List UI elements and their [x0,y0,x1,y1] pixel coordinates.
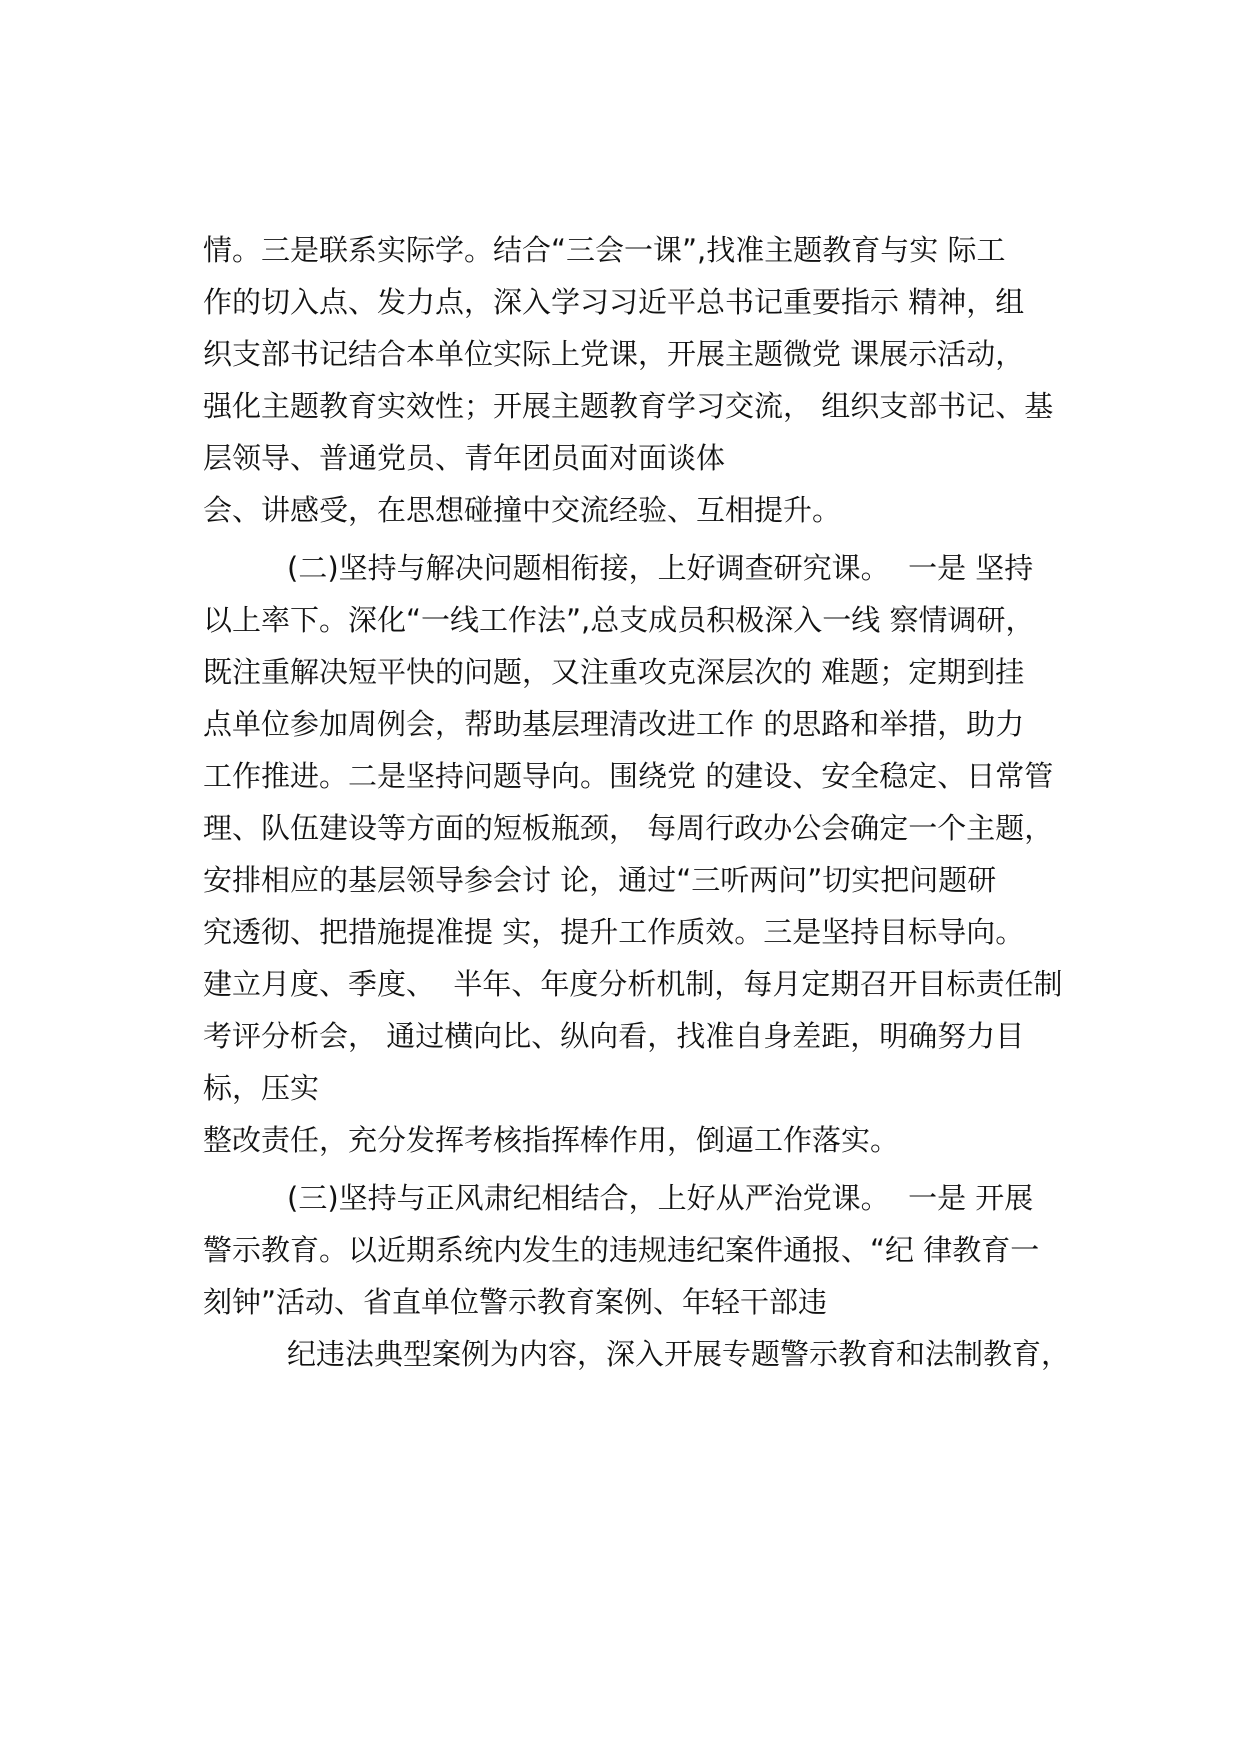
text-line-22: 纪违法典型案例为内容，深入开展专题警示教育和法制教育， [287,1337,1071,1371]
section-heading-3: (三)坚持与正风肃纪相结合，上好从严治党课。 一是 开展 [287,1181,1034,1215]
document-body [203,224,1083,1380]
section-heading-2: (二)坚持与解决问题相衔接，上好调查研究课。 一是 坚持 [287,551,1034,585]
text-line-10: 点单位参加周例会，帮助基层理清改进工作 的思路和举措，助力 [203,707,1025,741]
text-line-15: 建立月度、季度、 半年、年度分析机制，每月定期召开目标责任制 [203,967,1063,1001]
text-line-17: 标，压实 [203,1071,320,1105]
text-line-12: 理、队伍建设等方面的短板瓶颈， 每周行政办公会确定一个主题， [203,811,1054,845]
text-line-9: 既注重解决短平快的问题，又注重攻克深层次的 难题；定期到挂 [203,655,1025,689]
text-line-16: 考评分析会， 通过横向比、纵向看，找准自身差距，明确努力目 [203,1019,1025,1053]
text-line-11: 工作推进。二是坚持问题导向。围绕党 的建设、安全稳定、日常管 [203,759,1054,793]
text-line-2: 作的切入点、发力点，深入学习习近平总书记重要指示 精神，组 [203,285,1025,319]
text-line-3: 织支部书记结合本单位实际上党课，开展主题微党 课展示活动， [203,337,1025,371]
text-line-21: 刻钟”活动、省直单位警示教育案例、年轻干部违 [203,1285,828,1319]
text-line-4: 强化主题教育实效性；开展主题教育学习交流， 组织支部书记、基 [203,389,1054,423]
text-line-8: 以上率下。深化“一线工作法”,总支成员积极深入一线 察情调研， [203,603,1035,637]
text-line-14: 究透彻、把措施提准提 实，提升工作质效。三是坚持目标导向。 [203,915,1025,949]
text-line-20: 警示教育。以近期系统内发生的违规违纪案件通报、“纪 律教育一 [203,1233,1040,1267]
text-line-6: 会、讲感受，在思想碰撞中交流经验、互相提升。 [203,493,842,527]
text-line-18: 整改责任，充分发挥考核指挥棒作用，倒逼工作落实。 [203,1123,900,1157]
text-line-5: 层领导、普通党员、青年团员面对面谈体 [203,441,726,475]
text-line-1: 情。三是联系实际学。结合“三会一课”,找准主题教育与实 际工 [203,233,1006,267]
text-line-13: 安排相应的基层领导参会讨 论，通过“三听两问”切实把问题研 [203,863,997,897]
